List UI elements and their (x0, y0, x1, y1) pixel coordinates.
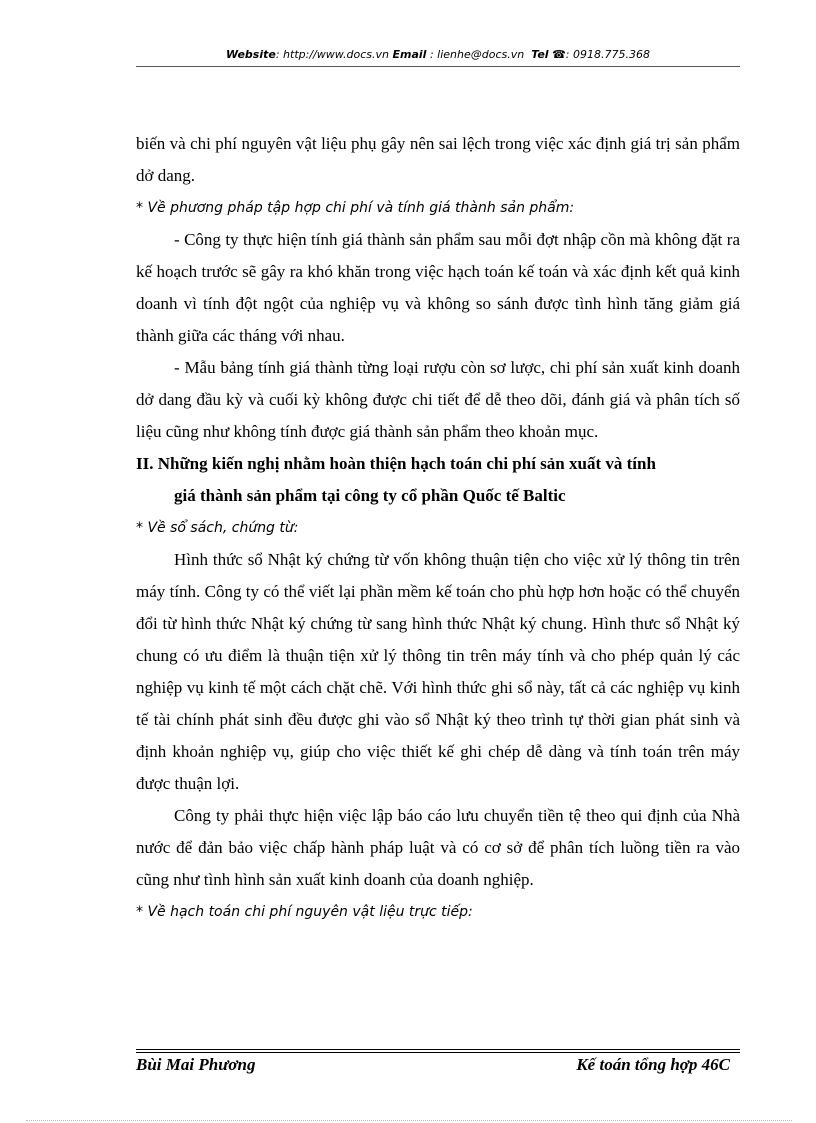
tel-label: Tel (531, 48, 549, 61)
header-divider (136, 66, 740, 67)
document-body (136, 128, 740, 928)
phone-icon: ☎ (552, 48, 566, 61)
footer-class: Kế toán tổng hợp 46C (576, 1055, 730, 1074)
page-header (136, 48, 740, 61)
section-label-materials: * Về hạch toán chi phí nguyên vật liệu trực tiếp: (136, 904, 473, 920)
footer-divider-top (136, 1049, 740, 1050)
email-label: Email (392, 48, 427, 61)
paragraph-1: biến và chi phí nguyên vật liệu phụ gây nên sai lệch trong việc xác định giá trị sản phẩm dở dang. (136, 134, 740, 185)
website-label: Website (226, 48, 276, 61)
paragraph-3: - Mẫu bảng tính giá thành từng loại rượu còn sơ lược, chi phí sản xuất kinh doanh dở dang đầu kỳ và cuối kỳ không được chi tiết để dễ theo dõi, đánh giá và phân tích số liệu cũng như không tính được giá thành sản phẩm theo khoản mục. (136, 358, 740, 441)
paragraph-2: - Công ty thực hiện tính giá thành sản phẩm sau mỗi đợt nhập cồn mà không đặt ra kế hoạch trước sẽ gây ra khó khăn trong việc hạch toán kế toán và xác định kết quả kinh doanh vì tính đột ngột của nghiệp vụ và không so sánh được tình hình tăng giảm giá thành giữa các tháng với nhau. (136, 230, 740, 345)
page-bottom-border (26, 1120, 792, 1121)
tel-number: : 0918.775.368 (565, 48, 650, 61)
paragraph-4: Hình thức sổ Nhật ký chứng từ vốn không thuận tiện cho việc xử lý thông tin trên máy tính. Công ty có thể viết lại phần mềm kế toán cho phù hợp hơn hoặc có thể chuyển đổi từ hình thức Nhật ký chứng từ sang hình thức Nhật ký chung. Hình thưc sổ Nhật ký chung có ưu điểm là thuận tiện xử lý thông tin trên máy tính và cho phép quản lý các nghiệp vụ kinh tế một cách chặt chẽ. Với hình thức ghi sổ này, tất cả các nghiệp vụ kinh tế tài chính phát sinh đều được ghi vào sổ Nhật ký theo trình tự thời gian phát sinh và định khoản nghiệp vụ, giúp cho việc thiết kế ghi chép dễ dàng và tính toán trên máy được thuận lợi. (136, 550, 740, 793)
paragraph-5: Công ty phải thực hiện việc lập báo cáo lưu chuyển tiền tệ theo qui định của Nhà nước để đản bảo việc chấp hành pháp luật và có cơ sở để phân tích luồng tiền ra vào cũng như tình hình sản xuất kinh doanh của doanh nghiệp. (136, 806, 740, 889)
website-url: : http://www.docs.vn (275, 48, 390, 61)
email-address: : lienhe@docs.vn (426, 48, 525, 61)
section-label-books: * Về sổ sách, chứng từ: (136, 520, 299, 536)
footer-author: Bùi Mai Phương (136, 1055, 256, 1074)
section-label-method: * Về phương pháp tập hợp chi phí và tính giá thành sản phẩm: (136, 200, 575, 216)
footer-divider-bottom (136, 1052, 740, 1053)
heading-line-2: giá thành sản phẩm tại công ty cổ phần Quốc tế Baltic (174, 486, 566, 505)
section-heading-II (136, 448, 740, 512)
heading-line-1: II. Những kiến nghị nhằm hoàn thiện hạch toán chi phí sản xuất và tính (136, 454, 656, 473)
